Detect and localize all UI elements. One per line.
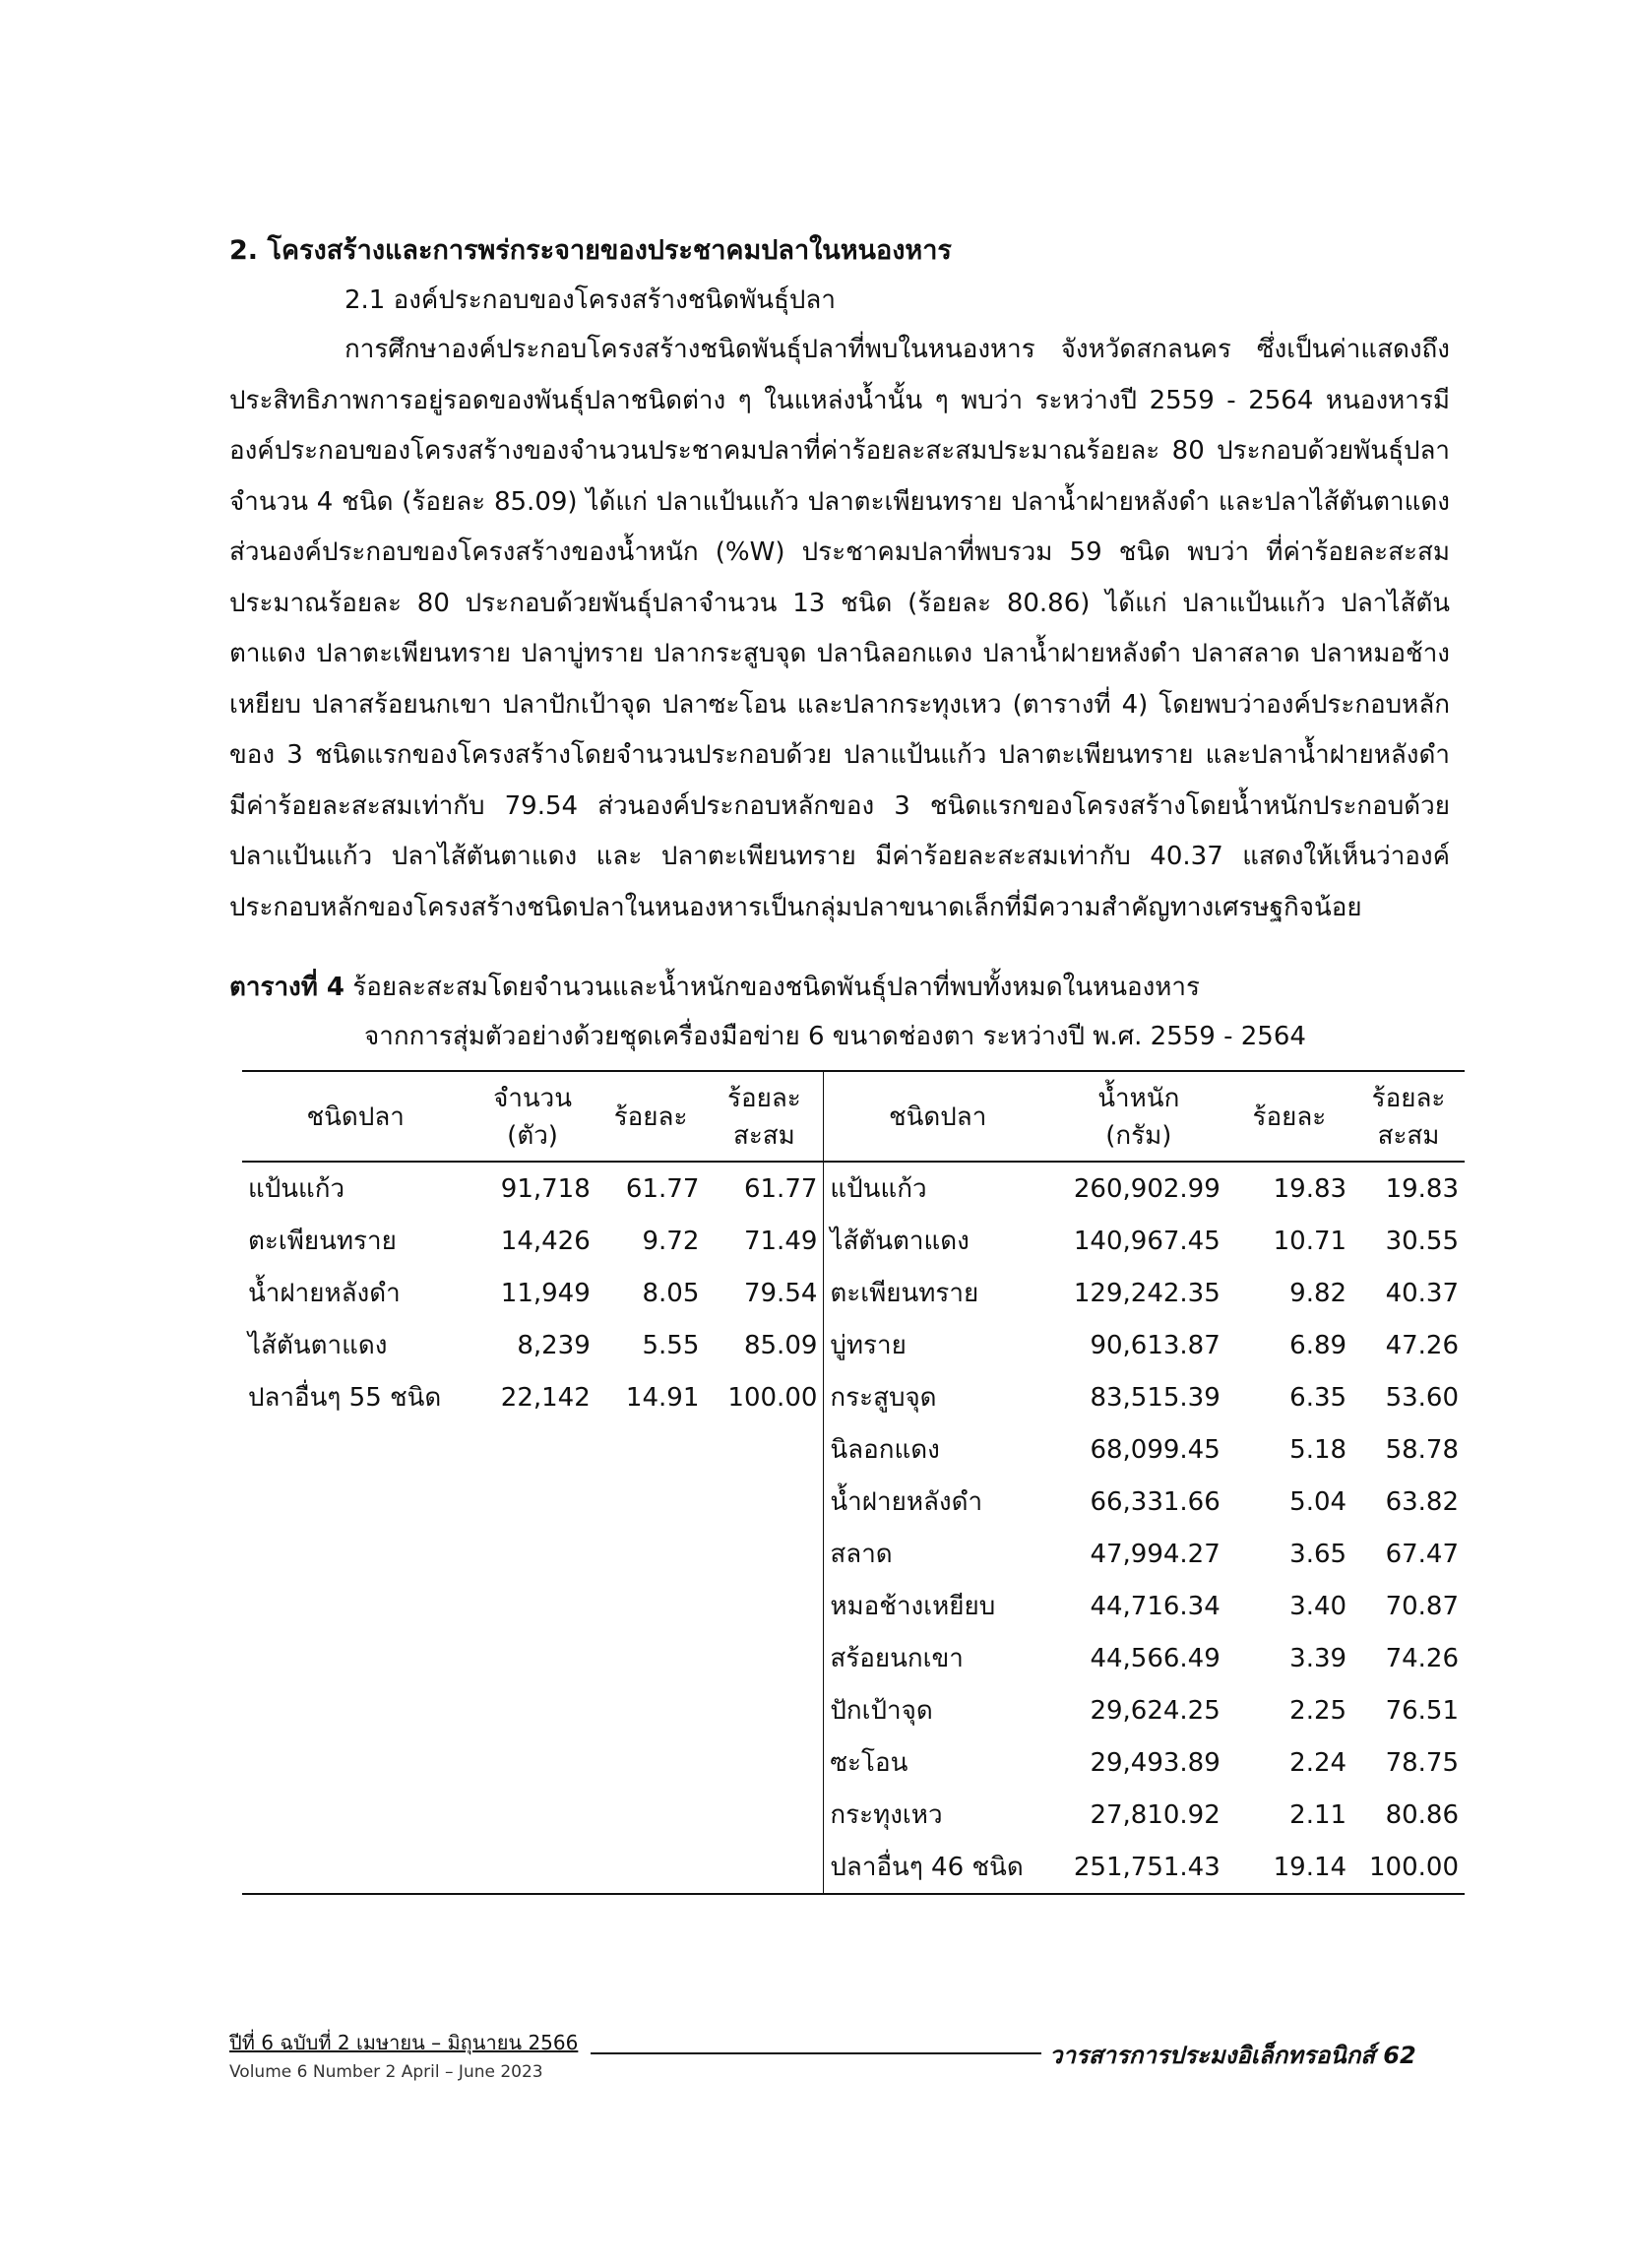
count-value-cell xyxy=(469,1684,595,1736)
count-value-cell: 8,239 xyxy=(517,1330,591,1360)
table-row xyxy=(242,1736,1465,1789)
weight-value-cell: 140,967.45 xyxy=(1073,1226,1221,1256)
count-species-cell: ปลาอื่นๆ 55 ชนิด xyxy=(248,1383,442,1413)
count-species-cell xyxy=(242,1789,469,1841)
count-value-cell xyxy=(469,1476,595,1528)
count-cumulative-cell: 79.54 xyxy=(705,1267,824,1319)
count-percent-cell: 61.77 xyxy=(625,1173,700,1204)
header-count-number: จำนวน (ตัว) xyxy=(469,1071,595,1162)
fish-composition-table xyxy=(242,1070,1465,1895)
weight-cumulative-cell: 100.00 xyxy=(1352,1841,1465,1894)
header-weight-species: ชนิดปลา xyxy=(824,1071,1051,1162)
table-row xyxy=(242,1371,1465,1423)
count-cumulative-cell xyxy=(705,1789,824,1841)
table-caption-label: ตารางที่ 4 xyxy=(229,973,345,1002)
count-species-cell: ไส้ตันตาแดง xyxy=(248,1331,388,1360)
weight-species-cell: กระทุงเหว xyxy=(830,1800,943,1830)
count-percent-cell: 8.05 xyxy=(642,1278,700,1308)
weight-cumulative-cell: 40.37 xyxy=(1385,1278,1459,1308)
footer-issue-block xyxy=(229,2028,578,2087)
count-species-cell xyxy=(242,1684,469,1736)
weight-species-cell: นิลอกแดง xyxy=(830,1435,940,1465)
weight-value-cell: 90,613.87 xyxy=(1090,1330,1221,1360)
weight-cumulative-cell: 74.26 xyxy=(1385,1643,1459,1673)
table-row xyxy=(242,1215,1465,1267)
weight-species-cell: น้ำฝายหลังดำ xyxy=(830,1487,983,1517)
weight-species-cell: สร้อยนกเขา xyxy=(830,1644,964,1673)
weight-value-cell: 83,515.39 xyxy=(1090,1382,1221,1413)
count-species-cell xyxy=(242,1580,469,1632)
weight-value-cell: 68,099.45 xyxy=(1090,1434,1221,1465)
count-cumulative-cell: 100.00 xyxy=(705,1371,824,1423)
weight-species-cell: สลาด xyxy=(830,1540,893,1569)
count-cumulative-cell: 85.09 xyxy=(705,1319,824,1371)
section-title: 2. โครงสร้างและการพร่กระจายของประชาคมปลาในหนองหาร xyxy=(229,235,952,266)
table-row xyxy=(242,1789,1465,1841)
weight-value-cell: 27,810.92 xyxy=(1090,1799,1221,1830)
count-cumulative-cell xyxy=(705,1476,824,1528)
weight-percent-cell: 6.35 xyxy=(1289,1382,1347,1413)
count-value-cell: 11,949 xyxy=(500,1278,591,1308)
weight-cumulative-cell: 70.87 xyxy=(1385,1591,1459,1621)
count-value-cell xyxy=(469,1789,595,1841)
count-cumulative-cell xyxy=(705,1528,824,1580)
table-caption-line1: ร้อยละสะสมโดยจำนวนและน้ำหนักของชนิดพันธุ์ปลาที่พบทั้งหมดในหนองหาร xyxy=(352,973,1200,1002)
count-value-cell: 22,142 xyxy=(500,1382,591,1413)
weight-value-cell: 251,751.43 xyxy=(1051,1841,1226,1894)
weight-value-cell: 47,994.27 xyxy=(1090,1539,1221,1569)
weight-percent-cell: 19.83 xyxy=(1273,1173,1347,1204)
weight-cumulative-cell: 58.78 xyxy=(1385,1434,1459,1465)
count-value-cell xyxy=(469,1580,595,1632)
weight-cumulative-cell: 67.47 xyxy=(1385,1539,1459,1569)
footer-journal-block xyxy=(1049,2036,1416,2074)
header-count-cumulative: ร้อยละ สะสม xyxy=(705,1071,824,1162)
header-weight-grams: น้ำหนัก (กรัม) xyxy=(1051,1071,1226,1162)
weight-species-cell: แป้นแก้ว xyxy=(830,1174,927,1204)
count-value-cell xyxy=(469,1423,595,1476)
table-caption xyxy=(229,963,1470,1061)
table-row xyxy=(242,1267,1465,1319)
header-count-percent: ร้อยละ xyxy=(596,1071,706,1162)
count-cumulative-cell xyxy=(705,1423,824,1476)
header-count-species: ชนิดปลา xyxy=(242,1071,469,1162)
count-percent-cell xyxy=(596,1632,706,1684)
footer-volume: Volume 6 Number 2 April – June 2023 xyxy=(229,2062,543,2082)
footer-journal: วารสารการประมงอิเล็กทรอนิกส์ xyxy=(1049,2042,1375,2069)
count-cumulative-cell: 71.49 xyxy=(705,1215,824,1267)
weight-percent-cell: 5.18 xyxy=(1289,1434,1347,1465)
table-row xyxy=(242,1632,1465,1684)
header-weight-cumulative: ร้อยละ สะสม xyxy=(1352,1071,1465,1162)
count-cumulative-cell: 61.77 xyxy=(705,1162,824,1215)
count-percent-cell xyxy=(596,1476,706,1528)
count-percent-cell: 9.72 xyxy=(642,1226,700,1256)
weight-cumulative-cell: 76.51 xyxy=(1385,1695,1459,1726)
count-percent-cell xyxy=(596,1736,706,1789)
count-species-cell xyxy=(242,1736,469,1789)
page-number: 62 xyxy=(1383,2042,1416,2069)
weight-cumulative-cell: 19.83 xyxy=(1385,1173,1459,1204)
header-weight-percent: ร้อยละ xyxy=(1226,1071,1352,1162)
count-value-cell: 14,426 xyxy=(500,1226,591,1256)
weight-percent-cell: 3.39 xyxy=(1289,1643,1347,1673)
table-row xyxy=(242,1162,1465,1215)
count-value-cell: 91,718 xyxy=(500,1173,591,1204)
count-percent-cell: 5.55 xyxy=(642,1330,700,1360)
weight-percent-cell: 6.89 xyxy=(1289,1330,1347,1360)
count-species-cell xyxy=(242,1528,469,1580)
count-value-cell xyxy=(469,1841,595,1894)
count-cumulative-cell xyxy=(705,1632,824,1684)
weight-percent-cell: 3.40 xyxy=(1289,1591,1347,1621)
count-percent-cell xyxy=(596,1528,706,1580)
weight-species-cell: ไส้ตันตาแดง xyxy=(830,1227,970,1256)
weight-percent-cell: 2.25 xyxy=(1289,1695,1347,1726)
table-row xyxy=(242,1684,1465,1736)
count-value-cell xyxy=(469,1528,595,1580)
count-cumulative-cell xyxy=(705,1580,824,1632)
count-percent-cell: 14.91 xyxy=(625,1382,700,1413)
weight-value-cell: 260,902.99 xyxy=(1073,1173,1221,1204)
weight-species-cell: หมอช้างเหยียบ xyxy=(830,1592,996,1621)
weight-species-cell: ซะโอน xyxy=(830,1748,908,1778)
weight-species-cell: ปักเป้าจุด xyxy=(830,1696,933,1726)
count-cumulative-cell xyxy=(705,1684,824,1736)
count-species-cell: น้ำฝายหลังดำ xyxy=(248,1279,401,1308)
weight-species-cell: ตะเพียนทราย xyxy=(830,1279,979,1308)
count-percent-cell xyxy=(596,1423,706,1476)
subsection-title: 2.1 องค์ประกอบของโครงสร้างชนิดพันธุ์ปลา xyxy=(344,285,836,315)
count-percent-cell xyxy=(596,1841,706,1894)
weight-percent-cell: 5.04 xyxy=(1289,1486,1347,1517)
weight-cumulative-cell: 80.86 xyxy=(1385,1799,1459,1830)
weight-percent-cell: 3.65 xyxy=(1289,1539,1347,1569)
table-row xyxy=(242,1423,1465,1476)
count-species-cell: แป้นแก้ว xyxy=(248,1174,345,1204)
weight-percent-cell: 9.82 xyxy=(1289,1278,1347,1308)
count-species-cell xyxy=(242,1632,469,1684)
table-row xyxy=(242,1841,1465,1894)
weight-value-cell: 29,493.89 xyxy=(1090,1747,1221,1778)
table-header-row xyxy=(242,1071,1465,1162)
count-value-cell xyxy=(469,1632,595,1684)
weight-species-cell: ปลาอื่นๆ 46 ชนิด xyxy=(824,1841,1051,1894)
weight-value-cell: 44,716.34 xyxy=(1090,1591,1221,1621)
count-species-cell xyxy=(242,1423,469,1476)
weight-species-cell: บู่ทราย xyxy=(830,1331,907,1360)
table-row xyxy=(242,1528,1465,1580)
count-species-cell xyxy=(242,1476,469,1528)
weight-species-cell: กระสูบจุด xyxy=(830,1383,937,1413)
weight-cumulative-cell: 53.60 xyxy=(1385,1382,1459,1413)
weight-percent-cell: 19.14 xyxy=(1226,1841,1352,1894)
count-percent-cell xyxy=(596,1580,706,1632)
count-percent-cell xyxy=(596,1684,706,1736)
table-row xyxy=(242,1476,1465,1528)
body-paragraph: การศึกษาองค์ประกอบโครงสร้างชนิดพันธุ์ปลาที่พบในหนองหาร จังหวัดสกลนคร ซึ่งเป็นค่าแสดงถึงประสิทธิภาพการอยู่รอดของพันธุ์ปลาชนิดต่าง ๆ ในแหล่งน้ำนั้น ๆ พบว่า ระหว่างปี 2559 - 2564 หนองหารมีองค์ประกอบของโครงสร้างของจำนวนประชาคมปลาที่ค่าร้อยละสะสมประมาณร้อยละ 80 ประกอบด้วยพันธุ์ปลาจำนวน 4 ชนิด (ร้อยละ 85.09) ได้แก่ ปลาแป้นแก้ว ปลาตะเพียนทราย ปลาน้ำฝายหลังดำ และปลาไส้ตันตาแดง ส่วนองค์ประกอบของโครงสร้างของน้ำหนัก (%W) ประชาคมปลาที่พบรวม 59 ชนิด พบว่า ที่ค่าร้อยละสะสมประมาณร้อยละ 80 ประกอบด้วยพันธุ์ปลาจำนวน 13 ชนิด (ร้อยละ 80.86) ได้แก่ ปลาแป้นแก้ว ปลาไส้ตันตาแดง ปลาตะเพียนทราย ปลาบู่ทราย ปลากระสูบจุด ปลานิลอกแดง ปลาน้ำฝายหลังดำ ปลาสลาด ปลาหมอช้างเหยียบ ปลาสร้อยนกเขา ปลาปักเป้าจุด ปลาซะโอน และปลากระทุงเหว (ตารางที่ 4) โดยพบว่าองค์ประกอบหลักของ 3 ชนิดแรกของโครงสร้างโดยจำนวนประกอบด้วย ปลาแป้นแก้ว ปลาตะเพียนทราย และปลาน้ำฝายหลังดำ มีค่าร้อยละสะสมเท่ากับ 79.54 ส่วนองค์ประกอบหลักของ 3 ชนิดแรกของโครงสร้างโดยน้ำหนักประกอบด้วย ปลาแป้นแก้ว ปลาไส้ตันตาแดง และ ปลาตะเพียนทราย มีค่าร้อยละสะสมเท่ากับ 40.37 แสดงให้เห็นว่าองค์ประกอบหลักของโครงสร้างชนิดปลาในหนองหารเป็นกลุ่มปลาขนาดเล็กที่มีความสำคัญทางเศรษฐกิจน้อย xyxy=(229,335,1450,922)
weight-value-cell: 29,624.25 xyxy=(1090,1695,1221,1726)
table-row xyxy=(242,1319,1465,1371)
weight-value-cell: 44,566.49 xyxy=(1090,1643,1221,1673)
weight-cumulative-cell: 63.82 xyxy=(1385,1486,1459,1517)
weight-value-cell: 66,331.66 xyxy=(1090,1486,1221,1517)
table-row xyxy=(242,1580,1465,1632)
weight-cumulative-cell: 30.55 xyxy=(1385,1226,1459,1256)
weight-cumulative-cell: 47.26 xyxy=(1385,1330,1459,1360)
count-cumulative-cell xyxy=(705,1736,824,1789)
count-species-cell: ตะเพียนทราย xyxy=(248,1227,397,1256)
count-value-cell xyxy=(469,1736,595,1789)
weight-percent-cell: 10.71 xyxy=(1273,1226,1347,1256)
footer-rule xyxy=(591,2052,1041,2054)
weight-percent-cell: 2.24 xyxy=(1289,1747,1347,1778)
count-species-cell xyxy=(242,1841,469,1894)
weight-percent-cell: 2.11 xyxy=(1289,1799,1347,1830)
count-cumulative-cell xyxy=(705,1841,824,1894)
weight-cumulative-cell: 78.75 xyxy=(1385,1747,1459,1778)
table-caption-line2: จากการสุ่มตัวอย่างด้วยชุดเครื่องมือข่าย 6 ขนาดช่องตา ระหว่างปี พ.ศ. 2559 - 2564 xyxy=(364,1022,1306,1051)
count-percent-cell xyxy=(596,1789,706,1841)
weight-value-cell: 129,242.35 xyxy=(1073,1278,1221,1308)
footer-issue: ปีที่ 6 ฉบับที่ 2 เมษายน – มิถุนายน 2566 xyxy=(229,2031,579,2054)
